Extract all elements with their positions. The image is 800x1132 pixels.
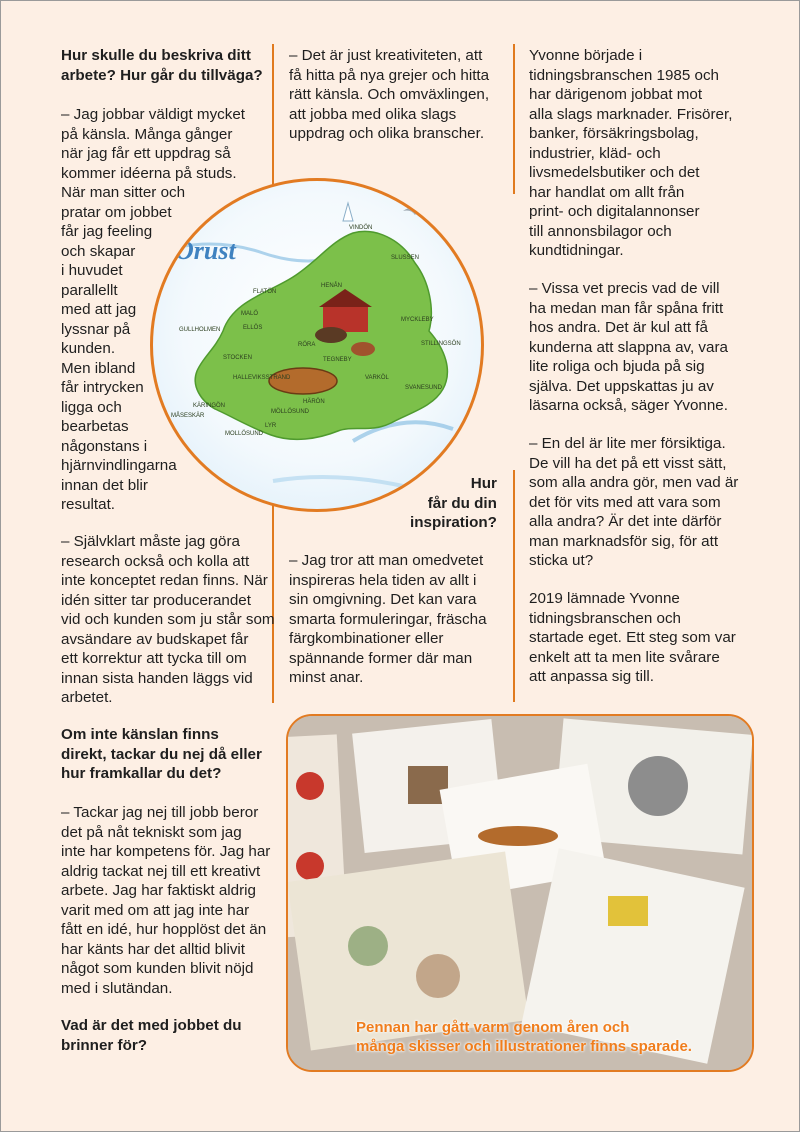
map-place-label: HÄRÖN xyxy=(303,399,325,405)
divider-col1 xyxy=(272,44,274,190)
map-place-label: VINDÖN xyxy=(349,225,373,231)
map-place-label: MÖLLÖSUND xyxy=(271,409,310,415)
map-place-label: RÖRA xyxy=(298,342,316,348)
map-place-label: ELLÖS xyxy=(243,325,263,331)
bio-paragraph-3: – En del är lite mer försiktiga. De vill ha det på ett visst sätt, som alla andra gör, men vad är det för vits med att vara som alla andra? Är det inte därför man marknadsför sig, för att sticka ut? xyxy=(529,435,739,569)
bio-paragraph-2: – Vissa vet precis vad de vill ha medan man får spåna fritt hos andra. Det är kul att få kunderna att slappna av, vara lite roliga och bjuda på sig själva. Det uppskattas ju av läsarna också, säger Yvonne. xyxy=(529,280,728,414)
map-place-label: HENÅN xyxy=(321,283,343,289)
sailboat-icon xyxy=(343,203,353,221)
question-heading-1: Hur skulle du beskriva ditt arbete? Hur går du tillväga? xyxy=(61,47,263,84)
rowboat-icon xyxy=(269,368,337,394)
answer-paragraph-1b: – Självklart måste jag göra research också och kolla att inte konceptet redan finns. När idén sitter tar producerandet vid och kunden som ju står som avsändare av budskapet får ett korrektur att tycka till om innan sista handen läggs vid arbetet. xyxy=(61,533,275,706)
map-place-label: MÅSESKÄR xyxy=(171,413,205,419)
bio-paragraph-1: Yvonne började i tidningsbranschen 1985 och har därigenom jobbat mot alla slags marknader. Frisörer, banker, försäkringsbolag, industrier, kläd- och livsmedelsbutiker och det har handlat om allt från print- och digitalannonser till annonsbilagor och kundtidningar. xyxy=(529,47,733,259)
answer-paragraph-2: – Tackar jag nej till jobb beror det på nåt tekniskt som jag inte har kompetens för. Jag har aldrig tackat nej till ett kreativt arbete. Jag har faktiskt aldrig varit med om att jag inte har fått en idé, hur hopplöst det än har känts har det alltid blivit något som kunden blivit nöjd med i slutändan. xyxy=(61,804,271,997)
map-place-label: FLATÖN xyxy=(253,289,277,295)
map-place-label: GULLHOLMEN xyxy=(179,327,221,333)
map-place-label: STILLINGSÖN xyxy=(421,341,461,347)
map-place-label: SVANESUND xyxy=(405,385,442,391)
orust-map-svg xyxy=(153,181,481,509)
map-place-label: TEGNEBY xyxy=(323,357,352,363)
map-title: Orust xyxy=(175,236,236,265)
map-place-label: LYR xyxy=(265,423,277,429)
map-place-label: MALÖ xyxy=(241,311,259,317)
map-place-label: STOCKEN xyxy=(223,355,252,361)
photo-caption: Pennan har gått varm genom åren och många skisser och illustrationer finns sparade. xyxy=(356,1019,692,1055)
question-heading-3: Vad är det med jobbet du brinner för? xyxy=(61,1017,242,1054)
map-place-label: VARKÖL xyxy=(365,375,389,381)
map-place-label: HALLEVIKSSTRAND xyxy=(233,375,291,381)
map-place-label: KÄRINGÖN xyxy=(193,403,226,409)
answer-paragraph-inspiration: – Jag tror att man omedvetet inspireras hela tiden av allt i sin omgivning. Det kan vara smarta formuleringar, fräscha färgkombinationer eller spännande former där man minst anar. xyxy=(289,552,487,686)
map-place-label: MYCKLEBY xyxy=(401,317,434,323)
answer-paragraph-1a: – Jag jobbar väldigt mycket på känsla. Många gånger när jag får ett uppdrag så kommer idéerna på studs. När man sitter och pratar om jobbet får jag feeling och skapar i huvudet parallellt med att jag lyssnar på kunden. Men ibland får intrycken ligga och bearbetas någonstans i hjärnvindlingarna innan det blir resultat. xyxy=(61,106,246,513)
question-heading-2: Om inte känslan finns direkt, tackar du nej då eller hur framkallar du det? xyxy=(61,726,262,782)
cow-icon xyxy=(351,342,375,356)
horse-icon xyxy=(315,327,347,343)
question-heading-inspiration: Hur får du din inspiration? xyxy=(410,475,497,531)
bio-paragraph-4: 2019 lämnade Yvonne tidningsbranschen och startade eget. Ett steg som var enkelt att ta men lite svårare att anpassa sig till. xyxy=(529,590,736,685)
map-place-label: SLUSSEN xyxy=(391,255,420,261)
divider-col2-lower xyxy=(513,470,515,702)
answer-paragraph-kreativitet: – Det är just kreativiteten, att få hitta på nya grejer och hitta rätt känsla. Och omväxlingen, att jobba med olika slags uppdrag och olika branscher. xyxy=(289,47,490,142)
map-place-label: MOLLÖSUND xyxy=(225,431,264,437)
orust-map-illustration xyxy=(150,178,484,512)
sketches-photo-svg xyxy=(288,716,752,1070)
divider-col2 xyxy=(513,44,515,194)
